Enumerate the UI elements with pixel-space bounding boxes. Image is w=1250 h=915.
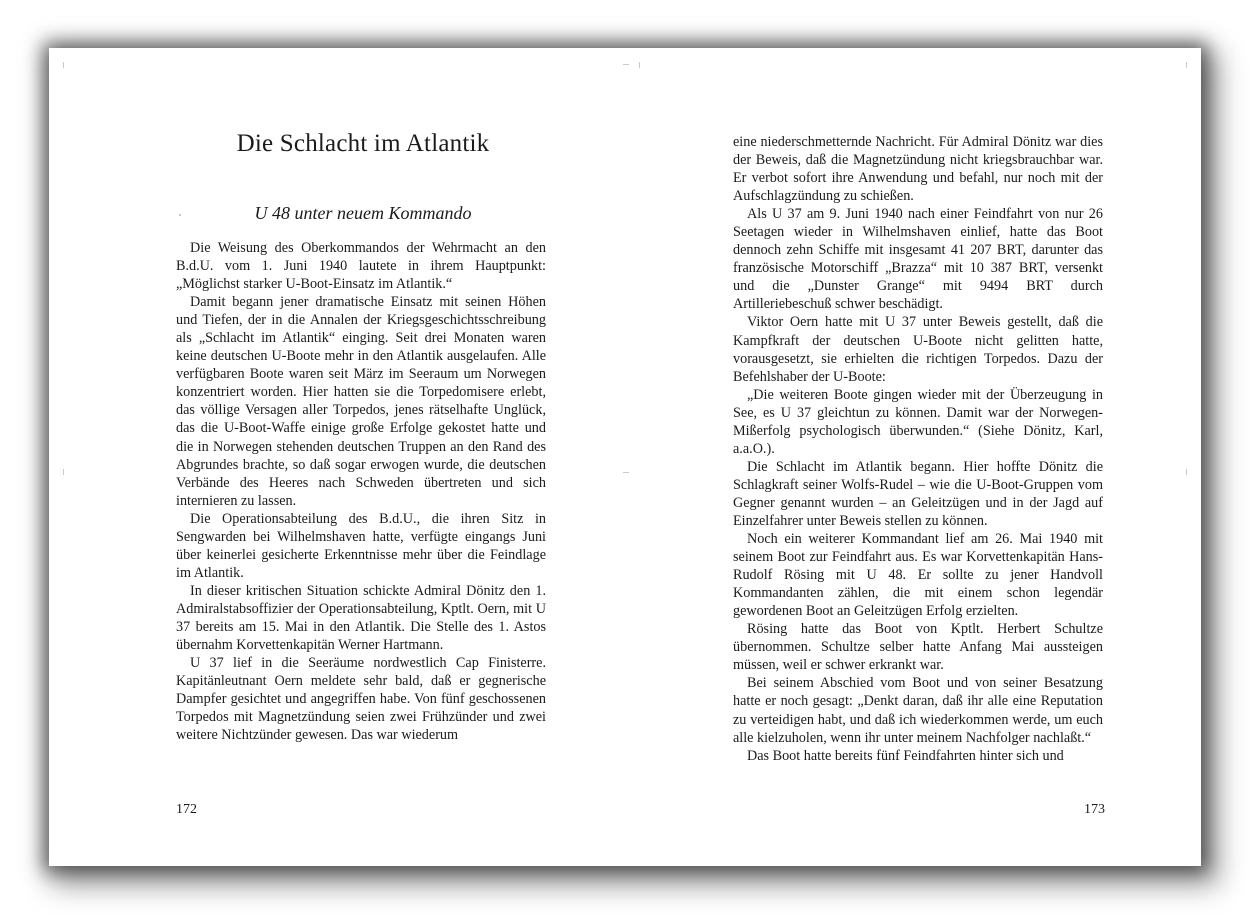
paragraph: Viktor Oern hatte mit U 37 unter Beweis gestellt, daß die Kampfkraft der deutschen U-Boote nicht gelitten hatte, vorausgesetzt, sie erhielten die richtigen Torpedos. Dazu der Befehlshaber der U-Boote: xyxy=(733,314,1103,385)
crop-mark xyxy=(63,62,64,68)
crop-mark xyxy=(1186,469,1187,475)
page-number: 173 xyxy=(1084,802,1105,817)
chapter-title: Die Schlacht im Atlantik xyxy=(236,130,490,157)
paragraph: eine niederschmetternde Nachricht. Für Admiral Dönitz war dies der Beweis, daß die Magnetzündung nicht kriegsbrauchbar war. Er verbot sofort ihre Anwendung und befahl, nur noch mit der Aufschlagzündung zu schießen. xyxy=(733,134,1103,205)
paragraph: Bei seinem Abschied vom Boot und von seiner Besatzung hatte er noch gesagt: „Denkt daran, daß ihr alle eine Reputation zu verteidigen habt, und daß ich wiederkommen werde, um euch alle kielzuholen, wenn ihr unter meinem Nachfolger nachlaßt.“ xyxy=(733,675,1103,746)
paragraph: Die Weisung des Oberkommandos der Wehrmacht an den B.d.U. vom 1. Juni 1940 lautete in ihrem Hauptpunkt: „Möglichst starker U-Boot-Einsatz im Atlantik.“ xyxy=(176,240,546,293)
crop-mark xyxy=(623,472,629,473)
paragraph: Als U 37 am 9. Juni 1940 nach einer Feindfahrt von nur 26 Seetagen wieder in Wilhelmshaven einlief, hatte das Boot dennoch zehn Schiffe mit insgesamt 41 207 BRT, darunter das französische Motorschiff „Brazza“ mit 10 387 BRT, versenkt und die „Dunster Grange“ mit 9494 BRT durch Artilleriebeschuß schwer beschädigt. xyxy=(733,206,1103,313)
paragraph: Noch ein weiterer Kommandant lief am 26. Mai 1940 mit seinem Boot zur Feindfahrt aus. Es war Korvettenkapitän Hans-Rudolf Rösing mit U 48. Er sollte zu jener Handvoll Kommandanten zählen, die mit einem schon legendär gewordenen Boot an Geleitzügen Erfolg erzielten. xyxy=(733,531,1103,620)
page-number: 172 xyxy=(176,802,197,817)
paragraph: Das Boot hatte bereits fünf Feindfahrten hinter sich und xyxy=(747,747,1064,764)
crop-mark xyxy=(639,62,640,68)
paragraph: „Die weiteren Boote gingen wieder mit der Überzeugung in See, es U 37 gleichtun zu können. Damit war der Norwegen-Mißerfolg psychologisch überwunden.“ (Siehe Dönitz, Karl, a.a.O.). xyxy=(733,386,1103,457)
crop-mark xyxy=(179,214,181,216)
book-spread xyxy=(49,48,1201,866)
left-page xyxy=(49,48,625,866)
left-text-column xyxy=(176,239,546,744)
right-page xyxy=(625,48,1201,866)
right-text-column xyxy=(733,133,1103,765)
crop-mark xyxy=(63,469,64,475)
crop-mark xyxy=(1186,62,1187,68)
paragraph: In dieser kritischen Situation schickte Admiral Dönitz den 1. Admiralstabsoffizier der Operationsabteilung, Kptlt. Oern, mit U 37 bereits am 15. Mai in den Atlantik. Die Stelle des 1. Astos übernahm Korvettenkapitän Werner Hartmann. xyxy=(176,582,546,654)
paragraph: U 37 lief in die Seeräume nordwestlich Cap Finisterre. Kapitänleutnant Oern meldete sehr bald, daß er gegnerische Dampfer gesichtet und angegriffen habe. Von fünf geschossenen Torpedos mit Magnetzündung seien zwei Frühzünder und zwei weitere Nichtzünder gewesen. Das war wiederum xyxy=(176,655,546,744)
paragraph: Damit begann jener dramatische Einsatz mit seinen Höhen und Tiefen, der in die Annalen der Kriegsgeschichtsschreibung als „Schlacht im Atlantik“ einging. Seit drei Monaten waren keine deutschen U-Boote mehr in den Atlantik ausgelaufen. Alle verfügbaren Boote waren seit März im Seeraum um Norwegen konzentriert worden. Hier hatten sie die Torpedomisere erlebt, das völlige Versagen aller Torpedos, jenes rätselhafte Unglück, das die U-Boot-Waffe einige große Erfolge gekostet hatte und die in Norwegen stehenden deutschen Truppen an den Rand des Abgrundes brachte, so daß sogar erwogen wurde, die deutschen Verbände des Heeres nach Schweden übertreten und sich internieren zu lassen. xyxy=(176,294,546,509)
section-subtitle: U 48 unter neuem Kommando xyxy=(254,203,472,223)
paragraph: Rösing hatte das Boot von Kptlt. Herbert Schultze übernommen. Schultze selber hatte Anfang Mai aussteigen müssen, weil er schwer erkrankt war. xyxy=(733,621,1103,674)
paragraph: Die Operationsabteilung des B.d.U., die ihren Sitz in Sengwarden bei Wilhelmshaven hatte, verfügte eingangs Juni über keinerlei gesicherte Erkenntnisse mehr über die Feindlage im Atlantik. xyxy=(176,510,546,581)
crop-mark xyxy=(623,64,629,65)
paragraph: Die Schlacht im Atlantik begann. Hier hoffte Dönitz die Schlagkraft seiner Wolfs-Rudel – wie die U-Boot-Gruppen vom Gegner genannt wurden – an Geleitzügen und in der Jagd auf Einzelfahrer unter Beweis stellen zu können. xyxy=(733,458,1103,529)
